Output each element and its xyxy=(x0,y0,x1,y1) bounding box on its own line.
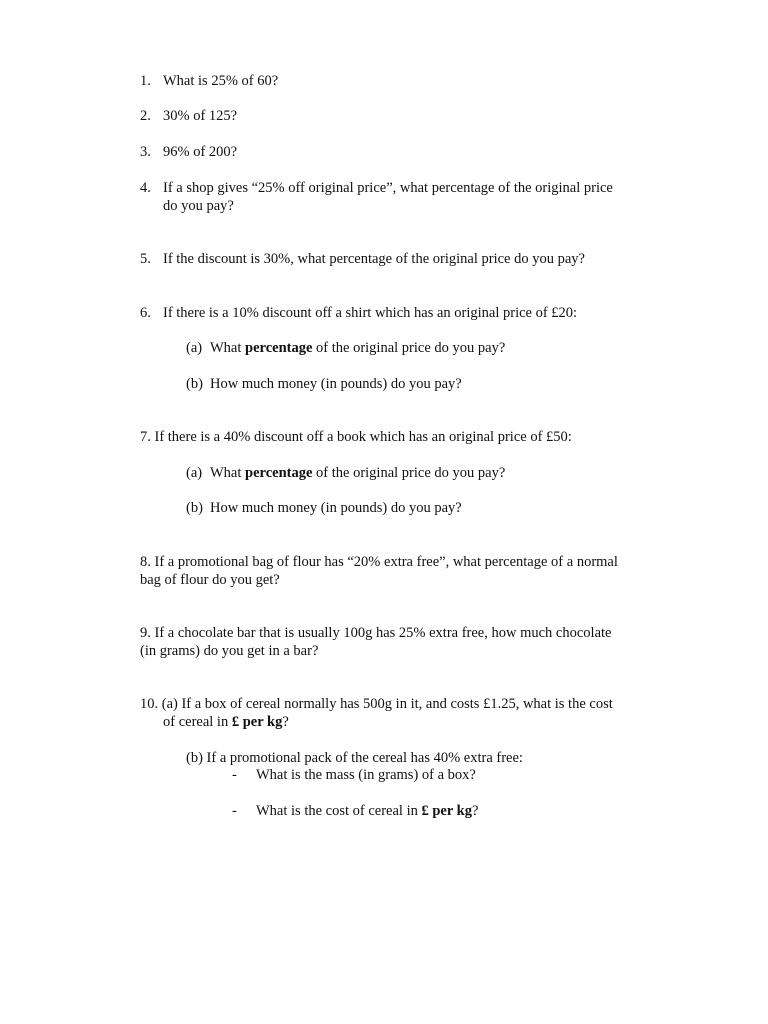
question-9 xyxy=(140,624,611,660)
question-text: If there is a 10% discount off a shirt which has an original price of £20: xyxy=(163,305,578,321)
part-text xyxy=(210,464,505,482)
item-text-bold: £ per kg xyxy=(421,803,472,819)
item-text-post: ? xyxy=(471,803,479,819)
part-text xyxy=(210,339,505,357)
question-number: 4. xyxy=(140,180,151,196)
question-number: 6. xyxy=(140,305,151,321)
part-text-pre: What xyxy=(210,465,246,481)
question-text: 7. If there is a 40% discount off a book which has an original price of £50: xyxy=(140,429,572,445)
part-text-pre: What xyxy=(210,340,246,356)
question-number: 3. xyxy=(140,144,151,160)
question-number: 1. xyxy=(140,73,151,89)
item-text: What is the mass (in grams) of a box? xyxy=(256,767,476,783)
part-text: (b) If a promotional pack of the cereal has 40% extra free: xyxy=(186,750,523,766)
part-text: How much money (in pounds) do you pay? xyxy=(210,376,462,392)
item-text-pre: What is the cost of cereal in xyxy=(256,803,422,819)
question-8 xyxy=(140,553,618,589)
question-10b xyxy=(186,749,523,767)
question-text-post: ? xyxy=(282,714,289,730)
part-text-post: of the original price do you pay? xyxy=(312,340,506,356)
dash-bullet: - xyxy=(232,767,237,783)
question-text-line-1: 10. (a) If a box of cereal normally has 500g in it, and costs £1.25, what is the cost xyxy=(140,696,613,712)
question-text-line-2 xyxy=(140,713,613,731)
part-text: How much money (in pounds) do you pay? xyxy=(210,500,462,516)
question-text-line-2: do you pay? xyxy=(163,198,234,214)
question-number: 2. xyxy=(140,108,151,124)
question-text: What is 25% of 60? xyxy=(163,73,279,89)
question-text: If the discount is 30%, what percentage of the original price do you pay? xyxy=(163,251,585,267)
question-text-line-2: (in grams) do you get in a bar? xyxy=(140,643,319,659)
part-text-post: of the original price do you pay? xyxy=(312,465,506,481)
question-text-line-1: 9. If a chocolate bar that is usually 100g has 25% extra free, how much chocolate xyxy=(140,625,612,641)
part-label: (a) xyxy=(186,465,203,481)
dash-bullet: - xyxy=(232,803,237,819)
item-text xyxy=(256,802,478,820)
question-number: 5. xyxy=(140,251,151,267)
question-7 xyxy=(140,428,572,446)
question-text: 30% of 125? xyxy=(163,108,238,124)
part-label: (b) xyxy=(186,500,203,516)
question-text-pre: of cereal in xyxy=(163,714,232,730)
question-10 xyxy=(140,695,613,731)
question-text-line-1: If a shop gives “25% off original price”, what percentage of the original price xyxy=(163,180,613,196)
question-text-line-2: bag of flour do you get? xyxy=(140,572,280,588)
question-text-bold: £ per kg xyxy=(231,714,283,730)
question-text: 96% of 200? xyxy=(163,144,238,160)
part-label: (b) xyxy=(186,376,203,392)
part-label: (a) xyxy=(186,340,203,356)
part-text-bold: percentage xyxy=(245,340,313,356)
question-text-line-1: 8. If a promotional bag of flour has “20% extra free”, what percentage of a normal xyxy=(140,554,618,570)
part-text-bold: percentage xyxy=(245,465,313,481)
